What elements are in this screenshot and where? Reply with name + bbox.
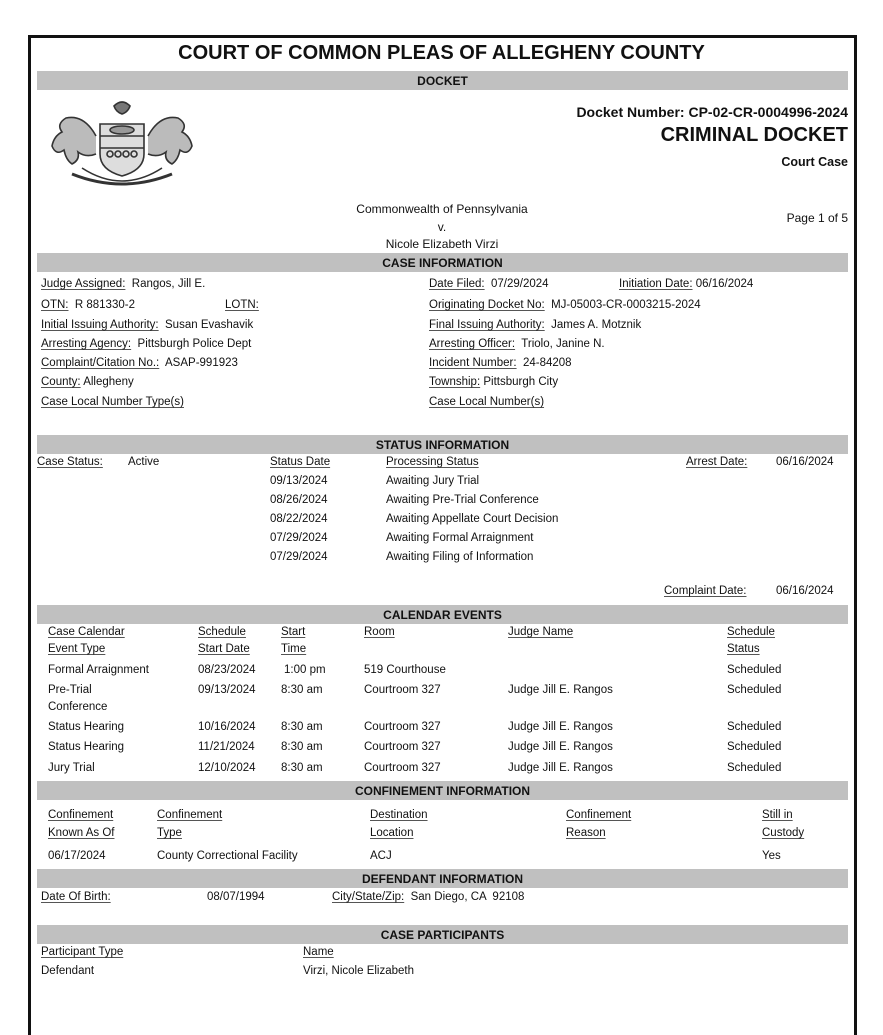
event-judge: Judge Jill E. Rangos xyxy=(508,721,613,733)
event-date: 11/21/2024 xyxy=(198,741,255,753)
participant-type-header: Participant Type xyxy=(41,946,124,958)
start-date-header: Schedule xyxy=(198,626,246,638)
case-local-number-type-label: Case Local Number Type(s) xyxy=(41,396,184,408)
field-value: Susan Evashavik xyxy=(165,319,254,331)
field-label: Initial Issuing Authority: xyxy=(41,319,159,331)
destination-header: Destination xyxy=(370,809,428,821)
dob-value: 08/07/1994 xyxy=(207,891,265,903)
pennsylvania-coat-of-arms-icon xyxy=(42,96,202,192)
event-date: 10/16/2024 xyxy=(198,721,256,733)
status-date: 09/13/2024 xyxy=(270,475,328,487)
field-label: Complaint/Citation No.: xyxy=(41,357,160,369)
known-as-of: 06/17/2024 xyxy=(48,850,106,862)
event-judge: Judge Jill E. Rangos xyxy=(508,741,613,753)
originating-docket-field xyxy=(429,299,701,311)
confinement-type-header: Type xyxy=(157,827,182,839)
court-title: COURT OF COMMON PLEAS OF ALLEGHENY COUNTY xyxy=(178,42,705,64)
lotn-label: LOTN: xyxy=(225,299,259,311)
arrest-date-label: Arrest Date: xyxy=(686,456,748,468)
docket-type: CRIMINAL DOCKET xyxy=(660,124,848,146)
still-in-custody: Yes xyxy=(762,850,781,862)
docket-section-bar: DOCKET xyxy=(37,71,848,90)
case-local-numbers-label: Case Local Number(s) xyxy=(429,396,545,408)
event-status: Scheduled xyxy=(727,664,782,676)
page-indicator: Page 1 of 5 xyxy=(786,211,848,225)
field-label: County: xyxy=(41,376,81,388)
field-label: Township: xyxy=(429,376,481,388)
event-type: Status Hearing xyxy=(48,741,125,753)
event-room: 519 Courthouse xyxy=(364,664,446,676)
field-label: Arresting Agency: xyxy=(41,338,132,350)
confinement-reason-header: Reason xyxy=(566,827,606,839)
field-value: Triolo, Janine N. xyxy=(521,338,605,350)
destination-header: Location xyxy=(370,827,414,839)
field-value: San Diego, CA 92108 xyxy=(410,891,525,903)
county-field xyxy=(41,376,134,388)
event-type-header: Case Calendar xyxy=(48,626,125,638)
participant-type: Defendant xyxy=(41,965,95,977)
status-date: 07/29/2024 xyxy=(270,551,328,563)
arrest-date-value: 06/16/2024 xyxy=(776,456,834,468)
event-type-cont: Conference xyxy=(48,701,108,713)
final-issuing-authority-field xyxy=(429,319,641,331)
still-in-custody-header: Custody xyxy=(762,827,805,839)
field-value: ASAP-991923 xyxy=(165,357,238,369)
event-status: Scheduled xyxy=(727,721,782,733)
field-value: Pittsburgh City xyxy=(483,376,559,388)
complaint-citation-field xyxy=(41,357,238,369)
event-date: 09/13/2024 xyxy=(198,684,256,696)
case-status-value: Active xyxy=(128,456,160,468)
field-label: City/State/Zip: xyxy=(332,891,405,903)
event-date: 12/10/2024 xyxy=(198,762,256,774)
field-label: Arresting Officer: xyxy=(429,338,516,350)
event-status: Scheduled xyxy=(727,762,782,774)
city-state-zip-field xyxy=(332,891,524,903)
initiation-date-field xyxy=(619,278,753,290)
schedule-status-header: Status xyxy=(727,643,760,655)
field-value: 24-84208 xyxy=(522,357,572,369)
event-judge: Judge Jill E. Rangos xyxy=(508,684,613,696)
field-value: Allegheny xyxy=(83,376,134,388)
room-header: Room xyxy=(364,626,395,638)
field-value: 06/16/2024 xyxy=(695,278,754,290)
case-information-bar: CASE INFORMATION xyxy=(37,253,848,272)
processing-status: Awaiting Filing of Information xyxy=(386,551,534,563)
incident-number-field xyxy=(429,357,572,369)
township-field xyxy=(429,376,558,388)
field-value: James A. Motznik xyxy=(551,319,642,331)
schedule-status-header: Schedule xyxy=(727,626,775,638)
participant-name-header: Name xyxy=(303,946,334,958)
field-value: 07/29/2024 xyxy=(491,278,549,290)
processing-status-header: Processing Status xyxy=(386,456,479,468)
confinement-type-header: Confinement xyxy=(157,809,223,821)
processing-status: Awaiting Jury Trial xyxy=(386,475,480,487)
known-as-of-header: Known As Of xyxy=(48,827,115,839)
judge-name-header: Judge Name xyxy=(508,626,574,638)
case-participants-bar: CASE PARTICIPANTS xyxy=(37,925,848,944)
case-status-label: Case Status: xyxy=(37,456,103,468)
event-room: Courtroom 327 xyxy=(364,721,441,733)
field-label: Incident Number: xyxy=(429,357,517,369)
processing-status: Awaiting Formal Arraignment xyxy=(386,532,534,544)
participant-name: Virzi, Nicole Elizabeth xyxy=(303,965,415,977)
dob-label: Date Of Birth: xyxy=(41,891,111,903)
field-label: Final Issuing Authority: xyxy=(429,319,545,331)
status-date: 08/26/2024 xyxy=(270,494,328,506)
arresting-agency-field xyxy=(41,338,251,350)
status-information-bar: STATUS INFORMATION xyxy=(37,435,848,454)
confinement-information-bar: CONFINEMENT INFORMATION xyxy=(37,781,848,800)
event-time: 8:30 am xyxy=(281,741,323,753)
event-type: Jury Trial xyxy=(48,762,95,774)
calendar-events-bar: CALENDAR EVENTS xyxy=(37,605,848,624)
caption-plaintiff: Commonwealth of Pennsylvania xyxy=(356,202,528,216)
status-date: 08/22/2024 xyxy=(270,513,328,525)
event-type: Status Hearing xyxy=(48,721,125,733)
event-judge: Judge Jill E. Rangos xyxy=(508,762,613,774)
event-room: Courtroom 327 xyxy=(364,741,441,753)
field-label: Date Filed: xyxy=(429,278,485,290)
processing-status: Awaiting Appellate Court Decision xyxy=(386,513,559,525)
start-date-header: Start Date xyxy=(198,643,250,655)
case-kind: Court Case xyxy=(781,155,848,169)
event-status: Scheduled xyxy=(727,684,782,696)
initial-issuing-authority-field xyxy=(41,319,253,331)
caption-versus: v. xyxy=(437,220,447,234)
event-time: 8:30 am xyxy=(281,721,323,733)
processing-status: Awaiting Pre-Trial Conference xyxy=(386,494,539,506)
status-date: 07/29/2024 xyxy=(270,532,328,544)
event-date: 08/23/2024 xyxy=(198,664,256,676)
event-time: 1:00 pm xyxy=(284,664,326,676)
field-value: MJ-05003-CR-0003215-2024 xyxy=(551,299,701,311)
destination: ACJ xyxy=(370,850,392,862)
status-date-header: Status Date xyxy=(270,456,331,468)
start-time-header: Start xyxy=(281,626,306,638)
event-type: Formal Arraignment xyxy=(48,664,149,676)
confinement-type: County Correctional Facility xyxy=(157,850,298,862)
field-value: Rangos, Jill E. xyxy=(131,278,206,290)
otn-field xyxy=(41,299,135,311)
date-filed-field xyxy=(429,278,549,290)
start-time-header: Time xyxy=(281,643,307,655)
judge-assigned-field xyxy=(41,278,205,290)
field-label: Initiation Date: xyxy=(619,278,693,290)
event-time: 8:30 am xyxy=(281,762,323,774)
docket-number: Docket Number: CP-02-CR-0004996-2024 xyxy=(576,104,848,120)
still-in-custody-header: Still in xyxy=(762,809,793,821)
complaint-date-value: 06/16/2024 xyxy=(776,585,834,597)
event-room: Courtroom 327 xyxy=(364,762,441,774)
field-value: Pittsburgh Police Dept xyxy=(137,338,252,350)
field-value: R 881330-2 xyxy=(74,299,135,311)
caption-defendant: Nicole Elizabeth Virzi xyxy=(385,237,499,251)
field-label: Originating Docket No: xyxy=(429,299,545,311)
defendant-information-bar: DEFENDANT INFORMATION xyxy=(37,869,848,888)
event-type-header: Event Type xyxy=(48,643,106,655)
event-type: Pre-Trial xyxy=(48,684,92,696)
known-as-of-header: Confinement xyxy=(48,809,114,821)
field-label: OTN: xyxy=(41,299,69,311)
arresting-officer-field xyxy=(429,338,605,350)
event-status: Scheduled xyxy=(727,741,782,753)
event-room: Courtroom 327 xyxy=(364,684,441,696)
confinement-reason-header: Confinement xyxy=(566,809,632,821)
event-time: 8:30 am xyxy=(281,684,323,696)
field-label: Judge Assigned: xyxy=(41,278,126,290)
complaint-date-label: Complaint Date: xyxy=(664,585,747,597)
